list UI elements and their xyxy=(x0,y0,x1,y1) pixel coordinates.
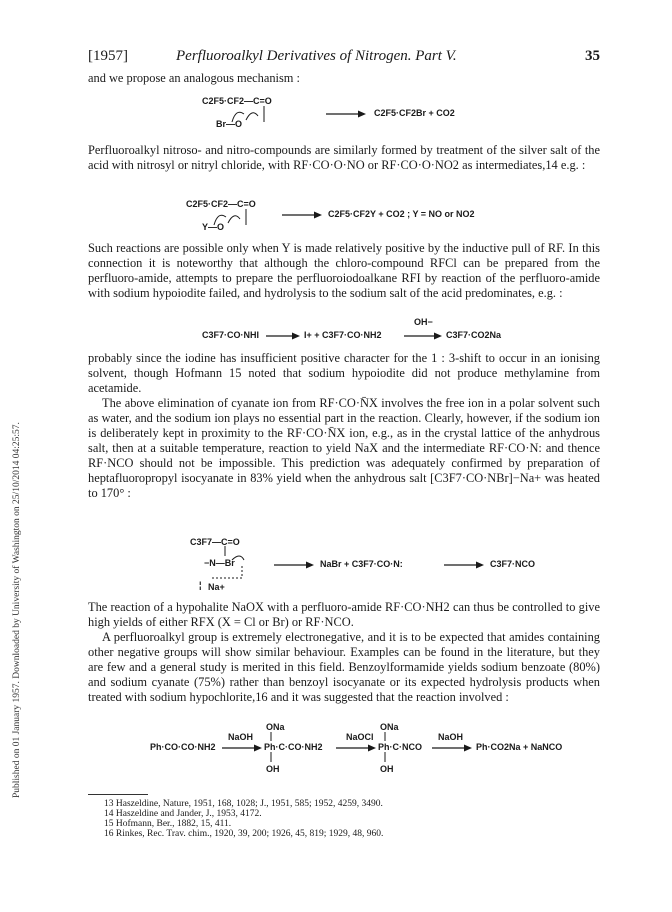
side-note: Published on 01 January 1957. Downloaded by University of Washington on 25/10/2014 04:25:57. xyxy=(12,422,22,798)
eq3-c: C3F7·CO2Na xyxy=(446,330,502,340)
eq5-c: Ph·C·NCO xyxy=(378,742,422,752)
paragraph-6: The reaction of a hypohalite NaOX with a perfluoro-amide RF·CO·NH2 can thus be controlled to give high yields of either RFX (X = Cl or Br) or RF·NCO. xyxy=(88,600,600,629)
eq5-b: Ph·C·CO·NH2 xyxy=(264,742,323,752)
footnote-15: 15 Hofmann, Ber., 1882, 15, 411. xyxy=(104,819,232,829)
paragraph-7: A perfluoroalkyl group is extremely electronegative, and it is to be expected that amides containing other negative groups will show similar behaviour. Examples can be found in the literature, but they are few and a general study is merited in this field. Benzoylformamide yields sodium benzoate (80%) and sodium cyanate (75%) rather than benzoyl isocyanate or its expected hydrolysis products when treated with sodium hypochlorite,16 and it was suggested that the reaction involved : xyxy=(88,630,600,704)
eq1-left: C2F5·CF2—C=O xyxy=(202,96,272,106)
eq1-arrow xyxy=(326,110,366,118)
eq5-naoh-2: NaOH xyxy=(438,732,464,742)
header-title: Perfluoroalkyl Derivatives of Nitrogen. Part V. xyxy=(176,48,457,64)
page-number: 35 xyxy=(585,48,600,64)
paragraph-5: The above elimination of cyanate ion from RF·CO·N̄X involves the free ion in a polar solvent such as water, and the sodium ion plays no essential part in the reaction. Clearly, however, if the sodium ion is deliberately kept in proximity to the RF·CO·N̄X ion, e.g., as in the crystal lattice of the anhydrous salt, then at a suitable temperature, reaction to yield NaX and the intermediate RF·CO·N: and thence RF·NCO should not be impossible. This prediction was adequately confirmed by preparation of heptafluoropropyl isocyanate in 83% yield when the anhydrous salt [C3F7·CO·NBr]−Na+ was heated to 170° : xyxy=(88,396,600,500)
footnote-rule xyxy=(88,794,148,795)
eq2-curved-arrows xyxy=(208,207,268,229)
eq5-a: Ph·CO·CO·NH2 xyxy=(150,742,216,752)
eq4-n: −N—Br xyxy=(204,558,235,568)
eq4-right: C3F7·NCO xyxy=(490,559,536,569)
eq5-ona-1: ONa xyxy=(266,722,285,732)
eq4-na-bar: ¦ xyxy=(199,580,202,590)
eq5-naocl: NaOCl xyxy=(346,732,374,742)
eq1-right: C2F5·CF2Br + CO2 xyxy=(374,108,455,118)
eq5-arrow-2 xyxy=(336,744,376,752)
eq4-mid: NaBr + C3F7·CO·N: xyxy=(320,559,403,569)
eq5-naoh-1: NaOH xyxy=(228,732,254,742)
eq2-right: C2F5·CF2Y + CO2 ; Y = NO or NO2 xyxy=(328,209,475,219)
eq5-oh-2: OH xyxy=(380,764,394,774)
paragraph-2: Perfluoroalkyl nitroso- and nitro-compounds are similarly formed by treatment of the silver salt of the acid with nitrosyl or nitryl chloride, with RF·CO·O·NO or RF·CO·O·NO2 as intermediates,14 e.g. : xyxy=(88,143,600,172)
header-year: [1957] xyxy=(88,48,128,64)
eq5-ona-2: ONa xyxy=(380,722,399,732)
eq3-arrow-2 xyxy=(404,332,442,340)
eq3-b: I+ + C3F7·CO·NH2 xyxy=(304,330,382,340)
eq3-arrow-1 xyxy=(266,332,300,340)
eq3-a: C3F7·CO·NHI xyxy=(202,330,260,340)
eq2-arrow xyxy=(282,211,322,219)
eq5-arrow-3 xyxy=(432,744,472,752)
footnote-13: 13 Haszeldine, Nature, 1951, 168, 1028; J., 1951, 585; 1952, 4259, 3490. xyxy=(104,799,383,809)
running-header xyxy=(88,48,600,68)
eq1-curved-arrows xyxy=(226,104,286,126)
eq5-d: Ph·CO2Na + NaNCO xyxy=(476,742,563,752)
paragraph-4: probably since the iodine has insufficient positive character for the 1 : 3-shift to occur in an ionising solvent, though Hofmann 15 noted that sodium hypoiodite did not produce methylamine from acetamide. xyxy=(88,351,600,395)
footnote-16: 16 Rinkes, Rec. Trav. chim., 1920, 39, 200; 1926, 45, 819; 1929, 48, 960. xyxy=(104,829,384,839)
paragraph-1: and we propose an analogous mechanism : xyxy=(88,71,300,85)
eq4-arrow-1 xyxy=(274,561,314,569)
paragraph-3: Such reactions are possible only when Y is made relatively positive by the inductive pull of RF. In this connection it is noteworthy that although the chloro-compound RFCl can be prepared from the perfluoro-amide, attempts to prepare the perfluoroiodoalkane RFI by reaction of the perfluoro-amide with sodium hypoiodite failed, and hydrolysis to the sodium salt of the acid predominates, e.g. : xyxy=(88,241,600,300)
footnote-14: 14 Haszeldine and Jander, J., 1953, 4172. xyxy=(104,809,262,819)
eq5-arrow-1 xyxy=(222,744,262,752)
eq5-oh-1: OH xyxy=(266,764,280,774)
eq4-na: Na+ xyxy=(208,582,225,592)
eq4-top: C3F7—C=O xyxy=(190,537,240,547)
eq1-br: Br—O xyxy=(216,119,243,129)
eq2-y: Y—O xyxy=(202,222,225,232)
eq2-left: C2F5·CF2—C=O xyxy=(186,199,256,209)
eq4-arrow-2 xyxy=(444,561,484,569)
eq3-oh: OH− xyxy=(414,317,433,327)
